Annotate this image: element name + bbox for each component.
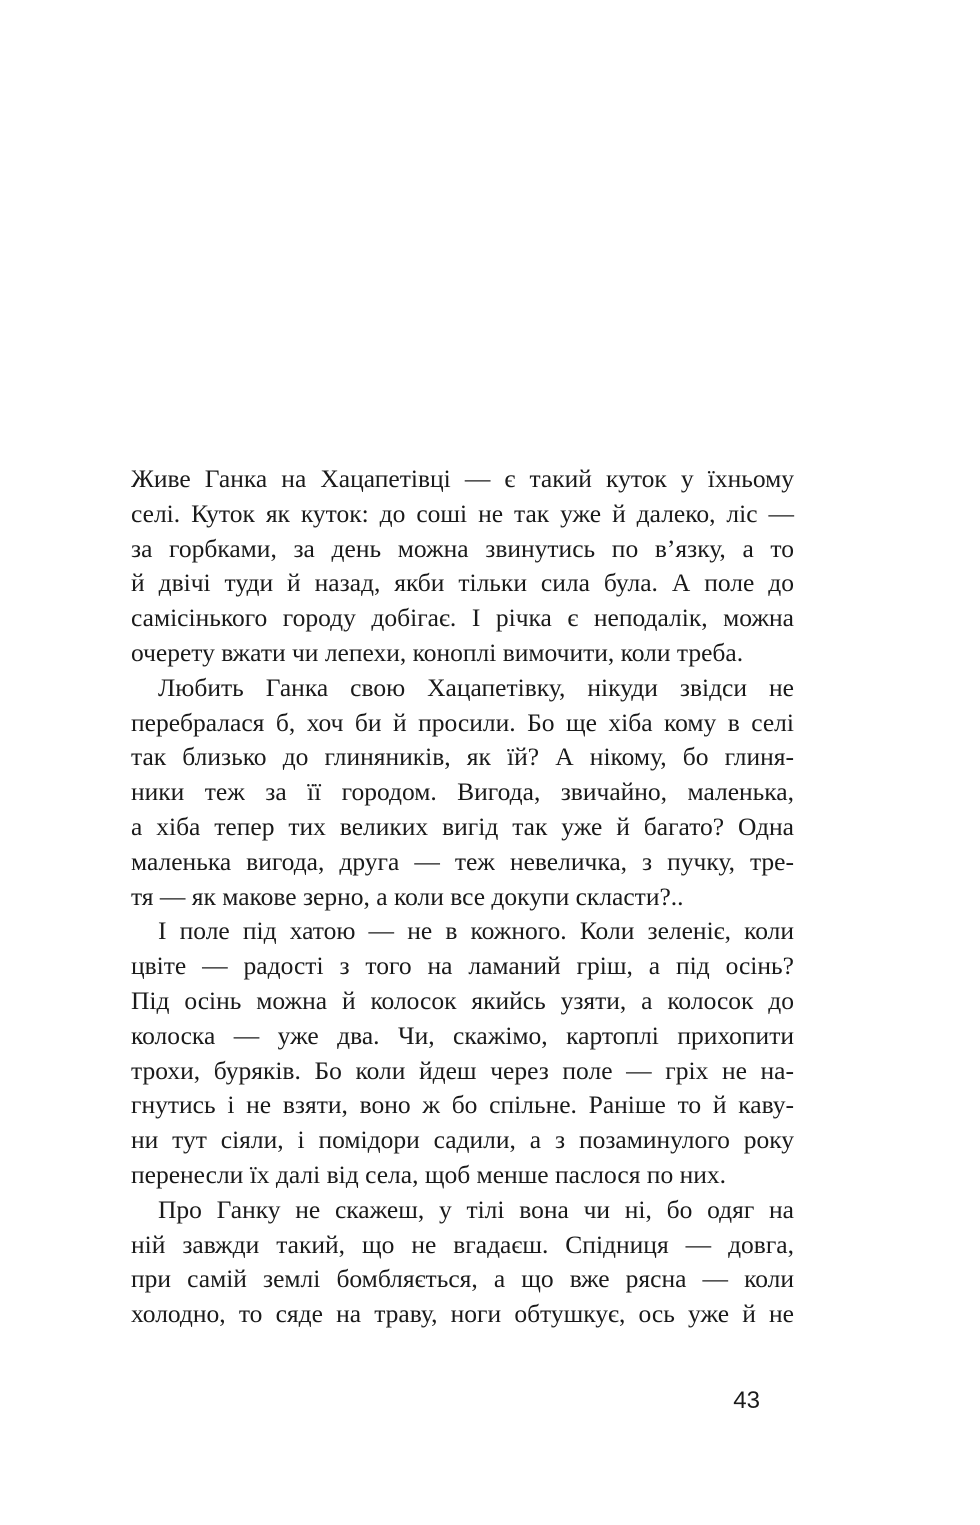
text-line: ній завжди такий, що не вгадаєш. Спідниця — довга, — [131, 1229, 794, 1259]
text-line: самісінького городу добігає. І річка є неподалік, можна — [131, 603, 794, 633]
text-line: а хіба тепер тих великих вигід так уже й багато? Одна — [131, 811, 794, 841]
body-text — [131, 462, 794, 1332]
text-line: ники теж за її городом. Вигода, звичайно, маленька, — [131, 777, 794, 807]
text-line: гнутись і не взяти, воно ж бо спільне. Раніше то й каву- — [131, 1090, 794, 1120]
page-number: 43 — [733, 1387, 760, 1414]
text-line: ни тут сіяли, і помідори садили, а з позаминулого року — [131, 1125, 794, 1155]
text-line: І поле під хатою — не в кожного. Коли зеленіє, коли — [158, 916, 794, 946]
text-line: селі. Куток як куток: до соші не так уже й далеко, ліс — — [131, 498, 794, 528]
text-line: трохи, буряків. Бо коли йдеш через поле — гріх не на- — [131, 1055, 794, 1085]
text-line: й двічі туди й назад, якби тільки сила була. А поле до — [131, 568, 794, 598]
text-line: колоска — уже два. Чи, скажімо, картоплі прихопити — [131, 1020, 794, 1050]
text-line: перенесли їх далі від села, щоб менше паслося по них. — [131, 1159, 726, 1189]
text-line: так близько до глиняників, як їй? А нікому, бо глиня- — [131, 742, 794, 772]
text-line: Живе Ганка на Хацапетівці — є такий куток у їхньому — [131, 464, 794, 493]
text-line: Під осінь можна й колосок якийсь узяти, а колосок до — [131, 985, 794, 1015]
text-line: перебралася б, хоч би й просили. Бо ще хіба кому в селі — [131, 707, 794, 737]
text-line: Про Ганку не скажеш, у тілі вона чи ні, бо одяг на — [158, 1194, 794, 1224]
text-line: при самій землі бомбляється, а що вже рясна — коли — [131, 1264, 794, 1294]
text-line: холодно, то сяде на траву, ноги обтушкує, ось уже й не — [131, 1299, 794, 1329]
text-line: за горбками, за день можна звинутись по в’язку, а то — [131, 533, 794, 563]
text-line: Любить Ганка свою Хацапетівку, нікуди звідси не — [158, 672, 794, 702]
text-line: цвіте — радості з того на ламаний гріш, а під осінь? — [131, 951, 794, 981]
text-line: маленька вигода, друга — теж невеличка, з пучку, тре- — [131, 846, 794, 876]
text-line: очерету вжати чи лепехи, коноплі вимочити, коли треба. — [131, 637, 744, 667]
text-line: тя — як макове зерно, а коли все докупи скласти?.. — [131, 881, 684, 911]
